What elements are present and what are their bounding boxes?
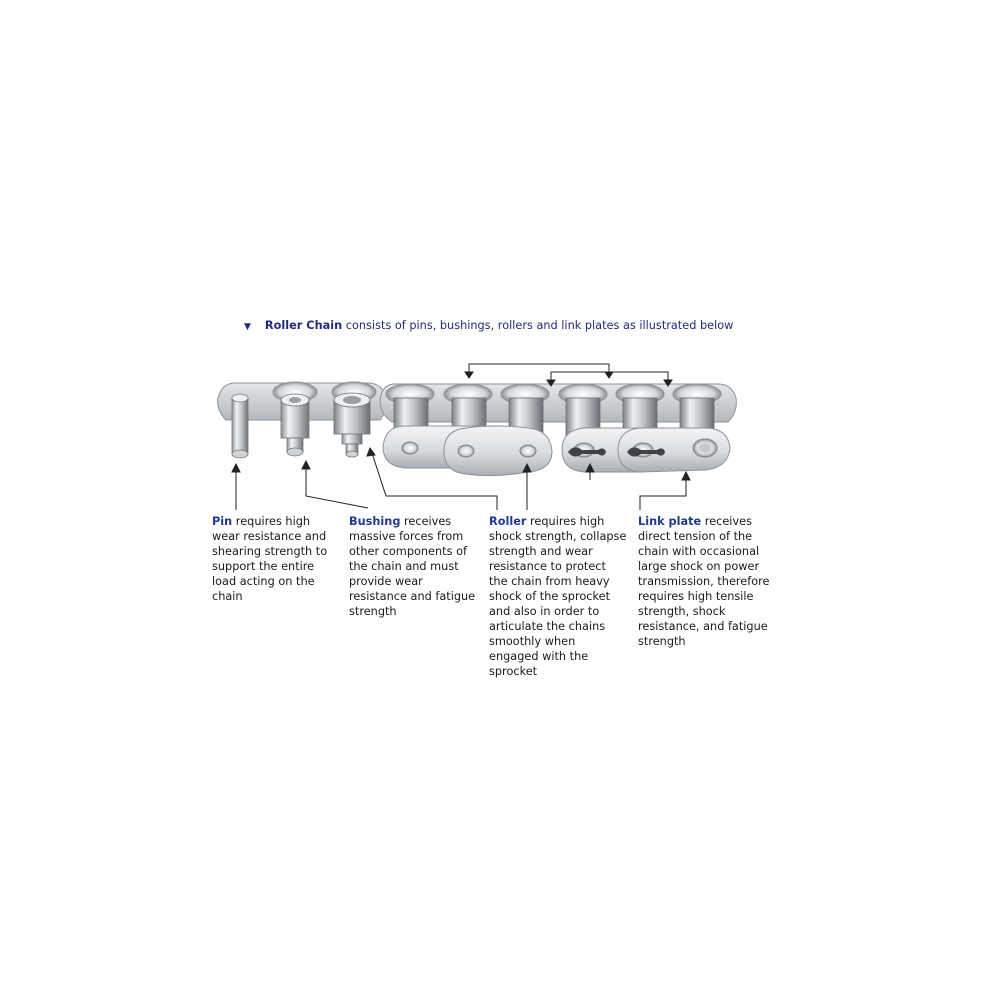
roller-on-bushing-part bbox=[334, 393, 370, 457]
header-title: Roller Chain bbox=[264, 319, 343, 332]
roller-term: Roller bbox=[489, 515, 527, 528]
bushing-part bbox=[281, 394, 309, 456]
link-plate-description bbox=[638, 514, 770, 649]
pin-part bbox=[232, 394, 248, 458]
link-plate-text: receives direct tension of the chain with occasional large shock on power transmission, therefore requires high tensile strength, shock resistance, and fatigue strength bbox=[638, 515, 770, 648]
bushing-description bbox=[349, 514, 481, 619]
bushing-text: receives massive forces from other components of the chain and must provide wear resistance and fatigue strength bbox=[349, 515, 476, 618]
roller-text: requires high shock strength, collapse strength and wear resistance to protect the chain from heavy shock of the sprocket and also in order to articulate the chains smoothly when engaged with the sprocket bbox=[489, 515, 627, 678]
header-text: consists of pins, bushings, rollers and link plates as illustrated below bbox=[345, 319, 734, 332]
triangle-bullet-icon: ▼ bbox=[244, 322, 251, 332]
bushing-leader-line bbox=[306, 462, 368, 508]
link-plate-term: Link plate bbox=[638, 515, 702, 528]
front-link-plates bbox=[383, 426, 730, 476]
pin-description bbox=[212, 514, 340, 604]
roller-description bbox=[489, 514, 627, 679]
bushing-term: Bushing bbox=[349, 515, 401, 528]
pin-term: Pin bbox=[212, 515, 233, 528]
pin-text: requires high wear resistance and shearing strength to support the entire load acting on the chain bbox=[212, 515, 328, 603]
link-plate-leader-line bbox=[640, 474, 686, 510]
link-plate-top-brackets bbox=[465, 364, 672, 386]
